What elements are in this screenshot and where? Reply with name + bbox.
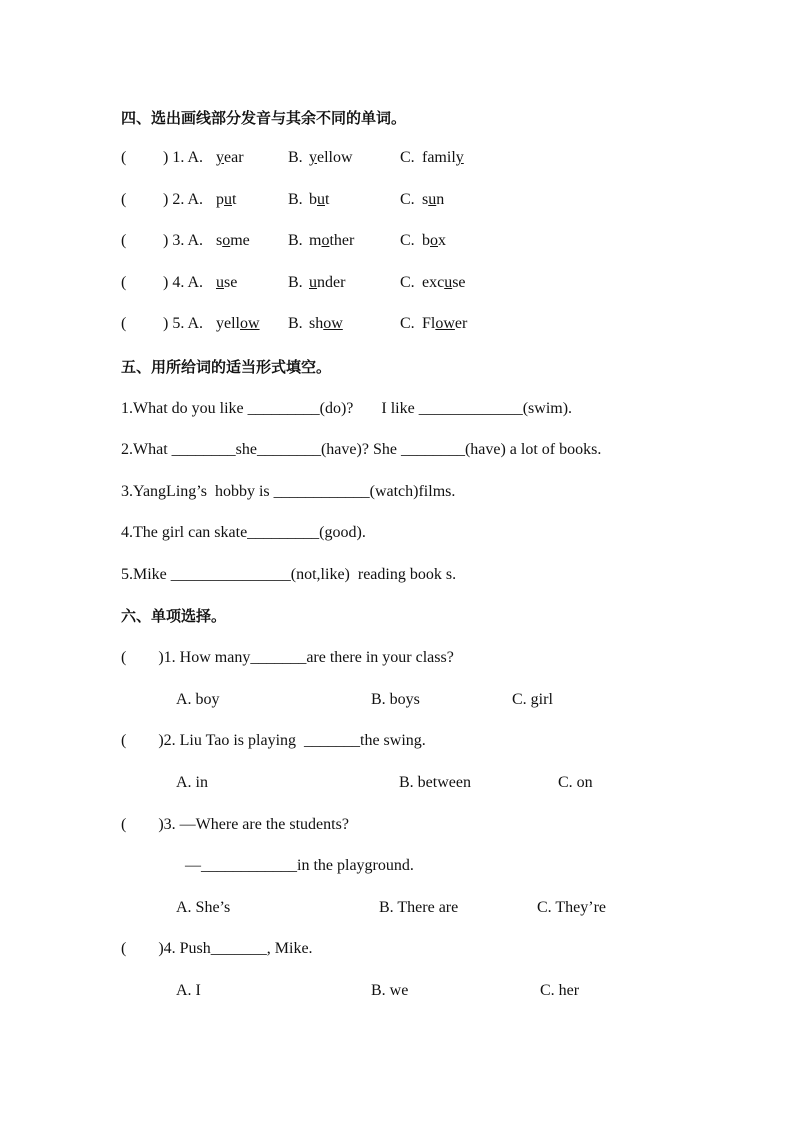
choice-question-2: ( )2. Liu Tao is playing _______the swing.: [121, 732, 426, 749]
option-b-word: [309, 232, 354, 250]
item-number-label: ) 5. A.: [163, 315, 203, 332]
word-part: t: [325, 191, 330, 208]
word-part: er: [454, 315, 468, 332]
option-b-label: B.: [288, 274, 303, 291]
fill-blank-3: 3.YangLing’s hobby is ____________(watch)films.: [121, 483, 456, 500]
underlined-letters: u: [317, 191, 325, 208]
fill-blank-4: 4.The girl can skate_________(good).: [121, 524, 366, 541]
word-part: p: [216, 191, 224, 208]
answer-paren-open: (: [121, 191, 127, 208]
underlined-letters: u: [428, 191, 437, 208]
choice-3-option-b: B. There are: [379, 899, 459, 916]
underlined-letters: u: [444, 274, 453, 291]
word-part: me: [230, 232, 250, 249]
answer-paren-open: (: [121, 274, 127, 291]
option-c-label: C.: [400, 315, 415, 332]
word-part: t: [232, 191, 237, 208]
word-part: ear: [224, 149, 244, 166]
option-c-word: [422, 149, 464, 167]
underlined-letters: u: [309, 274, 317, 291]
word-part: ther: [329, 232, 355, 249]
underlined-letters: o: [222, 232, 231, 249]
choice-3-answer-line: —____________in the playground.: [185, 857, 414, 874]
option-b-word: [309, 315, 343, 333]
item-number-label: ) 1. A.: [163, 149, 203, 166]
fill-blank-5: 5.Mike _______________(not,like) reading book s.: [121, 566, 457, 583]
underlined-letters: ow: [323, 315, 343, 332]
choice-question-4: ( )4. Push_______, Mike.: [121, 940, 313, 957]
item-number-label: ) 2. A.: [163, 191, 203, 208]
option-c-label: C.: [400, 274, 415, 291]
underlined-letters: y: [216, 149, 224, 166]
underlined-letters: u: [216, 274, 224, 291]
underlined-letters: y: [309, 149, 317, 166]
option-b-word: [309, 149, 353, 167]
word-part: n: [436, 191, 445, 208]
option-a-word: [216, 149, 244, 167]
word-part: se: [452, 274, 466, 291]
choice-question-1: ( )1. How many_______are there in your class?: [121, 649, 454, 666]
section-5-heading: 五、用所给词的适当形式填空。: [121, 358, 332, 376]
choice-2-option-c: C. on: [558, 774, 593, 791]
word-part: m: [309, 232, 322, 249]
word-part: b: [309, 191, 317, 208]
underlined-letters: u: [224, 191, 232, 208]
option-b-word: [309, 274, 345, 292]
word-part: sh: [309, 315, 324, 332]
option-b-label: B.: [288, 232, 303, 249]
option-a-word: [216, 191, 236, 209]
option-b-label: B.: [288, 149, 303, 166]
choice-question-3: ( )3. —Where are the students?: [121, 816, 349, 833]
word-part: x: [438, 232, 446, 249]
item-number-label: ) 4. A.: [163, 274, 203, 291]
option-a-word: [216, 274, 237, 292]
option-c-label: C.: [400, 191, 415, 208]
option-b-label: B.: [288, 191, 303, 208]
item-number-label: ) 3. A.: [163, 232, 203, 249]
choice-2-option-b: B. between: [399, 774, 471, 791]
answer-paren-open: (: [121, 315, 127, 332]
choice-3-option-a: A. She’s: [176, 899, 231, 916]
section-6-heading: 六、单项选择。: [121, 607, 227, 625]
option-b-label: B.: [288, 315, 303, 332]
word-part: famil: [422, 149, 456, 166]
option-a-word: [216, 232, 250, 250]
option-a-word: [216, 315, 260, 333]
word-part: se: [224, 274, 238, 291]
word-part: s: [216, 232, 223, 249]
word-part: Fl: [422, 315, 436, 332]
choice-1-option-b: B. boys: [371, 691, 420, 708]
word-part: nder: [317, 274, 346, 291]
choice-3-option-c: C. They’re: [537, 899, 607, 916]
choice-4-option-a: A. I: [176, 982, 201, 999]
answer-paren-open: (: [121, 149, 127, 166]
word-part: s: [422, 191, 429, 208]
word-part: yell: [216, 315, 240, 332]
answer-paren-open: (: [121, 232, 127, 249]
word-part: exc: [422, 274, 445, 291]
underlined-letters: o: [430, 232, 438, 249]
section-4-heading: 四、选出画线部分发音与其余不同的单词。: [121, 109, 407, 127]
word-part: ellow: [317, 149, 353, 166]
underlined-letters: ow: [435, 315, 455, 332]
option-c-label: C.: [400, 232, 415, 249]
underlined-letters: y: [455, 149, 464, 166]
choice-2-option-a: A. in: [176, 774, 208, 791]
fill-blank-2: 2.What ________she________(have)? She ________(have) a lot of books.: [121, 441, 602, 458]
choice-4-option-c: C. her: [540, 982, 580, 999]
option-c-word: [422, 274, 466, 292]
option-c-word: [422, 315, 467, 333]
underlined-letters: ow: [240, 315, 260, 332]
underlined-letters: o: [321, 232, 330, 249]
choice-1-option-c: C. girl: [512, 691, 553, 708]
option-c-label: C.: [400, 149, 415, 166]
fill-blank-1: 1.What do you like _________(do)? I like _____________(swim).: [121, 400, 573, 417]
choice-1-option-a: A. boy: [176, 691, 220, 708]
option-c-word: [422, 191, 444, 209]
option-b-word: [309, 191, 329, 209]
choice-4-option-b: B. we: [371, 982, 409, 999]
option-c-word: [422, 232, 446, 250]
word-part: b: [422, 232, 430, 249]
